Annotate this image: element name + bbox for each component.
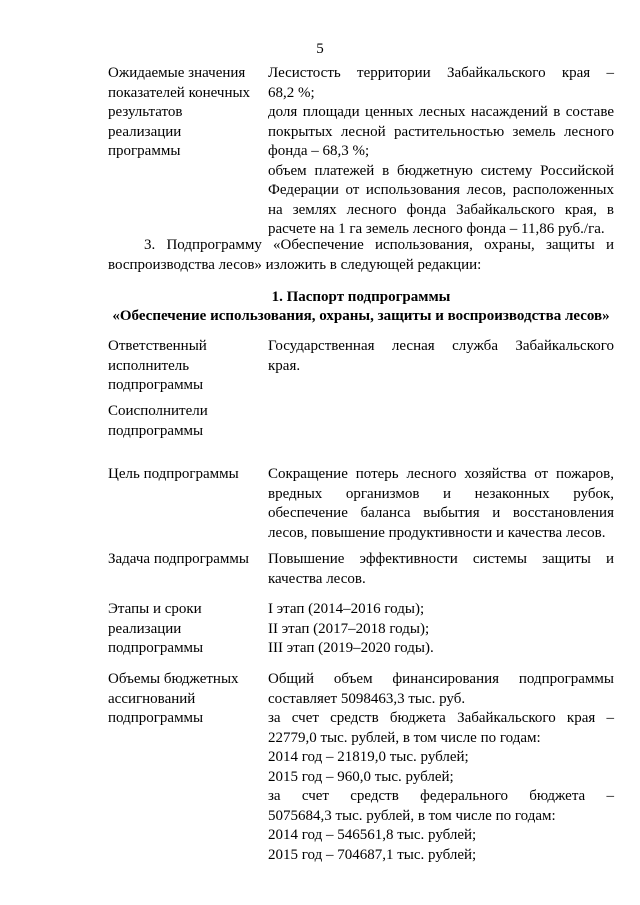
value: [268, 64, 614, 240]
text-line: составляет 5098463,3 тыс. руб.: [268, 690, 466, 707]
text-line: Государственная лесная служба Забайкальского: [268, 338, 614, 354]
text-line: лесов, повышение продуктивности и качества лесов.: [268, 524, 606, 541]
text-line: Задача подпрограммы: [108, 551, 249, 567]
text-line: 68,2 %;: [268, 84, 315, 101]
text-line: подпрограммы: [108, 640, 204, 656]
value: [268, 550, 614, 589]
text-line: Повышение эффективности системы защиты и: [268, 551, 614, 567]
text-line: Объемы бюджетных: [108, 671, 239, 687]
text-line: за счет средств федерального бюджета –: [268, 788, 614, 804]
value: [268, 337, 614, 376]
text-line: 2015 год – 960,0 тыс. рублей;: [268, 768, 454, 785]
page-number: 5: [316, 41, 324, 57]
text-line: на землях лесного фонда Забайкальского края, в: [268, 201, 614, 218]
text-line: Общий объем финансирования подпрограммы: [268, 671, 614, 687]
value: [268, 465, 614, 543]
passport-title: 1. Паспорт подпрограммы: [271, 289, 451, 305]
text-line: I этап (2014–2016 годы);: [268, 601, 425, 617]
text-line: исполнитель: [108, 357, 190, 374]
label: [108, 402, 258, 441]
text-line: Сокращение потерь лесного хозяйства от пожаров,: [268, 466, 614, 482]
text-line: результатов: [108, 104, 183, 120]
label: [108, 337, 258, 396]
value: [268, 600, 614, 659]
text-line: III этап (2019–2020 годы).: [268, 640, 434, 656]
text-line: II этап (2017–2018 годы);: [268, 620, 430, 637]
text-line: Ответственный: [108, 338, 207, 354]
text-line: края.: [268, 357, 301, 374]
text-line: программы: [108, 143, 181, 159]
label: [108, 670, 258, 729]
text-line: обеспечение баланса выбытия и восстановления: [268, 505, 614, 521]
text-line: Соисполнители: [108, 403, 208, 419]
text-line: подпрограммы: [108, 710, 204, 726]
text-line: подпрограммы: [108, 377, 204, 393]
text-line: Цель подпрограммы: [108, 466, 239, 482]
text-line: показателей конечных: [108, 84, 251, 101]
text-line: фонда – 68,3 %;: [268, 143, 370, 159]
text-line: 5075684,3 тыс. рублей, в том числе по годам:: [268, 807, 556, 824]
text-line: 2014 год – 546561,8 тыс. рублей;: [268, 827, 477, 843]
text-line: качества лесов.: [268, 570, 366, 587]
text-line: ассигнований: [108, 690, 196, 707]
text-line: за счет средств бюджета Забайкальского края –: [268, 710, 614, 726]
value: [268, 670, 614, 865]
text-line: реализации: [108, 620, 182, 637]
text-line: Этапы и сроки: [108, 601, 202, 617]
text-line: 2014 год – 21819,0 тыс. рублей;: [268, 749, 469, 765]
text-line: 22779,0 тыс. рублей, в том числе по годам:: [268, 729, 541, 746]
text-line: Лесистость территории Забайкальского края –: [268, 65, 614, 81]
text-line: воспроизводства лесов» изложить в следующей редакции:: [108, 256, 482, 273]
text-line: Федерации от использования лесов, расположенных: [268, 182, 614, 198]
label: [108, 550, 258, 570]
label: [108, 465, 258, 485]
label: [108, 600, 258, 659]
text-line: 3. Подпрограмму «Обеспечение использования, охраны, защиты и: [144, 237, 614, 253]
text-line: объем платежей в бюджетную систему Российской: [268, 162, 614, 179]
passport-subtitle: «Обеспечение использования, охраны, защиты и воспроизводства лесов»: [112, 308, 610, 324]
label: [108, 64, 258, 162]
text-line: доля площади ценных лесных насаждений в составе: [268, 104, 614, 120]
text-line: 2015 год – 704687,1 тыс. рублей;: [268, 846, 477, 863]
text-line: реализации: [108, 123, 182, 140]
paragraph-3: [108, 236, 614, 275]
text-line: покрытых лесной растительностью земель лесного: [268, 123, 614, 140]
text-line: подпрограммы: [108, 422, 204, 439]
text-line: расчете на 1 га земель лесного фонда – 11,86 руб./га.: [268, 221, 605, 237]
text-line: вредных организмов и незаконных рубок,: [268, 485, 614, 502]
text-line: Ожидаемые значения: [108, 65, 246, 81]
